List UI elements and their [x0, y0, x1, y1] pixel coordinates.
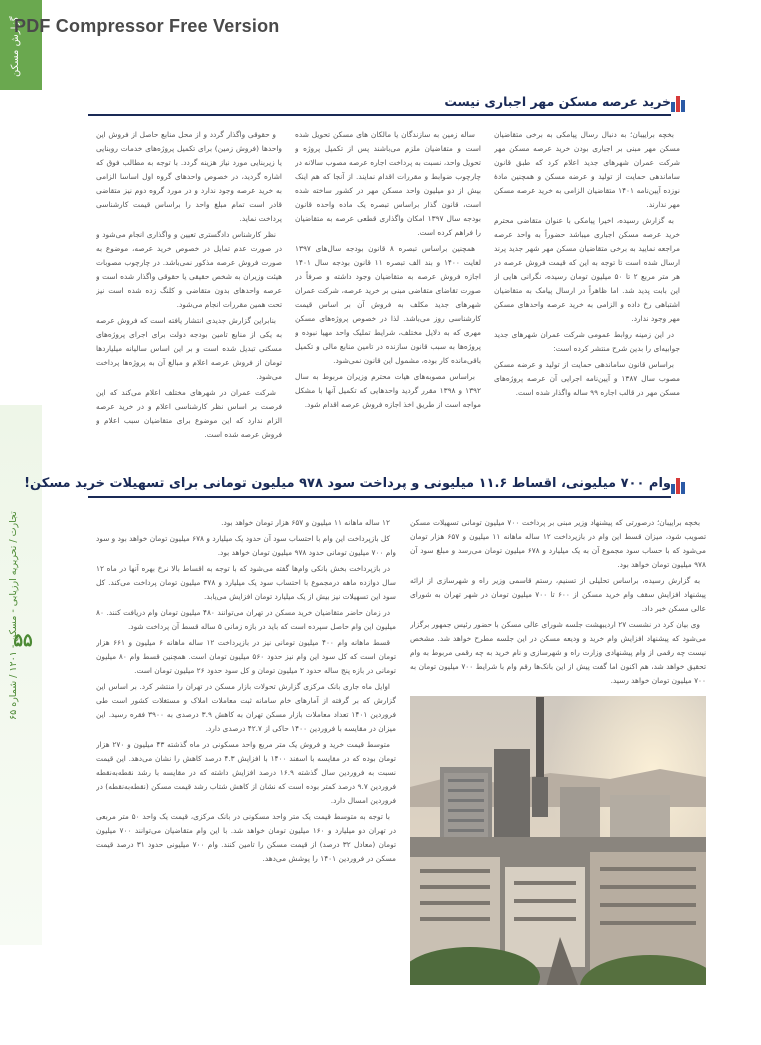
paragraph: در بازپرداخت بخش بانکی وام‌ها گفته می‌شود که با توجه به اقساط بالا نرخ بهره آنها در ماه ۱۲ سال دوازده ماهه درمجموع با احتساب سود یک میلیارد و ۳۷۸ میلیون تومان پرداخت می‌کند. کل سود این تسهیلات نیز بیش از یک میلیارد تومان افزایش می‌یابد. [96, 564, 396, 601]
paragraph: وی بیان کرد در نشست ۲۷ اردیبهشت جلسه شورای عالی مسکن با حضور رئیس جمهور برگزار می‌شود که پیشنهاد افزایش وام خرید و ودیعه مسکن در این جلسه مطرح خواهد شد. مشخص نیست چه رقمی از وام پیشنهادی وزارت راه و شهرسازی و نام خرید به چه رقمی مربوط به وام تحقیق خواهد شد، هم اکنون اما گفت پیش از این بانک‌ها رقم وام با شرایط ۷۰۰ میلیون تومان به ۷۰۰ میلیون تومان خواهد رسید. [410, 620, 706, 685]
paragraph: قسط ماهانه وام ۴۰۰ میلیون تومانی نیز در بازپرداخت ۱۲ ساله ماهانه ۶ میلیون و ۶۶۱ هزار تومان است که کل سود این وام نیز حدود ۵۶۰ میلیون تومان است. همچنین قسط وام ۸۰ میلیون تومانی در بازه پنج ساله حدود ۲ میلیون تومان و کل سود حدود ۲۶ میلیون تومان است. [96, 638, 396, 675]
paragraph: به گزارش رسیده، اخیرا پیامکی با عنوان متقاضی محترم خرید عرصه مسکن اجباری میباشد حضوراً به واحد عرصه مراجعه نمایید به برخی متقاضیان مسکن مهر شهر جدید پرند ارسال شده است تا توجه به این که قیمت فروش عرصه در هر متر مربع ۲ تا ۵۰ میلیون تومان رسیده، نگرانی هایی از این بابت پدید شد. اما ظاهراً در ارسال پیامک به متقاضیان اشتباهی رخ داده و الزامی به خرید عرصه واحدهای مسکن مهر وجود ندارد. [494, 216, 680, 323]
side-issue-label: تجارت / تحریریه ارزیابی - مسکن - ۱۲۰۱ / شماره ۶۵ [8, 511, 19, 720]
article-column [410, 516, 706, 690]
paragraph: در زمان حاضر متقاضیان خرید مسکن در تهران می‌توانند ۴۸۰ میلیون تومان وام دریافت کنند. ۸۰ میلیون این وام حاصل سپرده است که باید در بازه زمانی ۵ ساله قسط آن پرداخت شود. [96, 608, 396, 631]
article-title: خرید عرصه مسکن مهر اجباری نیست [444, 94, 671, 109]
article-column [96, 516, 396, 964]
article-column [494, 128, 680, 468]
headline-rule [88, 496, 671, 498]
article-column [96, 128, 282, 468]
paragraph: بخچه براییبان؛ درصورتی که پیشنهاد وزیر مبنی بر پرداخت ۷۰۰ میلیون تومانی تسهیلات مسکن تصویب شود، میزان قسط این وام در بازپرداخت ۱۲ ساله ماهانه ۱۱ میلیون و ۶۵۷ هزار تومان می‌شود که با حساب سود مجموع آن به یک میلیارد و ۶۷۸ میلیون تومان می‌رسد و مبلغ سود آن ۹۷۸ میلیون تومان خواهد بود. [410, 518, 706, 569]
paragraph: متوسط قیمت خرید و فروش یک متر مربع واحد مسکونی در ماه گذشته ۴۳ میلیون و ۲۷۰ هزار تومان بوده که در مقایسه با اسفند ۱۴۰۰ با افزایش ۴.۳ درصد کاهش را نشان می‌دهد. این قیمت نسبت به فروردین سال گذشته ۱۶.۹ درصد افزایش داشته که در مقایسه با رشد نقطه‌به‌نقطه فروردین ۹.۷ درصد کمتر بوده است که نشان از کاهش شتاب رشد قیمت مسکن (نقطه‌به‌نقطه) در فروردین امسال دارد. [96, 740, 396, 805]
paragraph: در این زمینه روابط عمومی شرکت عمران شهرهای جدید جوابیه‌ای را بدین شرح منتشر کرده است: [494, 330, 680, 353]
paragraph: به گزارش رسیده، براساس تحلیلی از تسنیم، رستم قاسمی وزیر راه و شهرسازی از ارائه پیشنهاد افزایش سقف وام خرید مسکن از ۶۰۰ تا ۷۰۰ میلیون تومان در شهر تهران به شورای عالی مسکن خبر داد. [410, 576, 706, 613]
bar-chart-icon [671, 94, 691, 112]
page-number: ۵۵ [13, 630, 33, 650]
paragraph: ۱۲ ساله ماهانه ۱۱ میلیون و ۶۵۷ هزار تومان خواهد بود. [221, 518, 390, 527]
paragraph: اوایل ماه جاری بانک مرکزی گزارش تحولات بازار مسکن در تهران را منتشر کرد. بر اساس این گزارش که بر گرفته از آمارهای خام سامانه ثبت معاملات املاک و مستغلات کشور است طی فروردین ۱۴۰۱ تعداد معاملات بازار مسکن تهران به کاهش ۳.۹ درصدی به ۳۹۰۰ فقره رسید. این میزان در مقایسه با فروردین ۱۴۰۰ حاکی از ۴۲.۷ درصدی دارد. [96, 682, 396, 733]
paragraph: شرکت عمران در شهرهای مختلف اعلام می‌کند که این فرصت بر اساس نظر کارشناسی اعلام و در خرید عرصه الزام ندارد که این موضوع برای متقاضیان سبب اعلام و فروش عرصه شده است. [96, 388, 282, 439]
paragraph: بنابراین گزارش جدیدی انتشار یافته است که فروش عرصه به یکی از منابع تامین بودجه دولت برای اجرای پروژه‌های مسکنی تبدیل شده است و بر این اساس سالیانه میلیاردها تومان از فروش عرصه اعلام و مبالغ آن به پروژه‌ها پرداخت می‌شود. [96, 316, 282, 381]
paragraph: براساس مصوبه‌های هیات محترم وزیران مربوط به سال ۱۳۹۲ و ۱۳۹۸ مقرر گردید واحدهایی که تکمیل آنها با مشکل مواجه است از طریق اخذ اجازه فروش عرصه اقدام شود. [295, 372, 481, 409]
article-title: وام ۷۰۰ میلیونی، اقساط ۱۱.۶ میلیونی و پرداخت سود ۹۷۸ میلیون تومانی برای تسهیلات خرید مسکن! [24, 476, 671, 491]
paragraph: بخچه براییبان؛ به دنبال رسال پیامکی به برخی متقاضیان مسکن مهر مبنی بر اجباری بودن خرید عرصه مسکن مهر شرکت عمران شهرهای جدید اعلام کرد که طبق قانون ساماندهی حمایت از تولید و عرضه مسکن و همچنین مادهٔ نوزده آیین‌نامه ۱۴۰۱ متقاضیان الزامی به خرید عرصه مسکن مهر ندارند. [494, 130, 680, 209]
city-skyline-photo [410, 696, 706, 985]
paragraph: براساس قانون ساماندهی حمایت از تولید و عرضه مسکن مصوب سال ۱۳۸۷ و آیین‌نامه اجرایی آن عرصه پروژه‌های مسکن مهر در قالب اجاره ۹۹ ساله واگذار شده است. [494, 360, 680, 397]
section-tab [0, 0, 42, 90]
article-column [295, 128, 481, 468]
section-label: گزارش مسکن [10, 16, 21, 78]
paragraph: همچنین براساس تبصره ۸ قانون بودجه سال‌های ۱۳۹۷ لغایت ۱۴۰۰ و بند الف تبصره ۱۱ قانون بودجه سال ۱۴۰۱ اجازه فروش عرصه به متقاضیان وجود داشته و صرفاً در صورت تقاضای متقاضی مبنی بر خرید عرصه، شرکت عمران شهرهای جدید مکلف به فروش آن بر اساس قیمت کارشناسی روز می‌باشد. لذا در خصوص پروژه‌های مسکن مهری که به دلایل مختلف، شرایط تملیک واحد مهیا نبوده و پروژه‌ها به سبب قانون سازنده در تامین منابع مالی و تکمیل باقی‌مانده کار بوده، مشمول این قانون نمی‌شود. [295, 244, 481, 365]
paragraph: با توجه به متوسط قیمت یک متر واحد مسکونی در بانک مرکزی، قیمت یک واحد ۵۰ متر مربعی در تهران دو میلیارد و ۱۶۰ میلیون تومان خواهد شد. با این وام متقاضیان می‌توانند ۷۰۰ میلیون تومان (معادل ۳۲ درصد) از قیمت مسکن را تامین کنند. وام ۷۰۰ میلیونی حدود ۳۱ درصد قیمت مسکن در فروردین ۱۴۰۱ را پوشش می‌دهد. [96, 812, 396, 863]
watermark-text: PDF Compressor Free Version [14, 16, 280, 36]
paragraph: کل بازپرداخت این وام با احتساب سود آن حدود یک میلیارد و ۶۷۸ میلیون تومان خواهد بود و سود وام ۷۰۰ میلیون تومانی حدود ۹۷۸ میلیون تومان خواهد بود. [96, 534, 396, 557]
paragraph: و حقوقی واگذار گردد و از محل منابع حاصل از فروش این واحدها (فروش زمین) برای تکمیل پروژه‌های خدمات روبنایی یا زیربنایی مورد نیاز هزینه گردد. با توجه به مطالب فوق که اشاره گردید، در خصوص واحدهای گروه اول اساسا الزامی به خرید عرصه وجود ندارد و در مورد گروه دوم نیز متقاضی قادر است تمام مبلغ واحد را براساس قیمت کارشناسی پرداخت نماید. [96, 130, 282, 223]
bar-chart-icon [671, 476, 691, 494]
headline-rule [88, 114, 671, 116]
paragraph: ساله زمین به سازندگان یا مالکان های مسکن تحویل شده است و متقاضیان ملزم می‌باشند پس از تکمیل پروژه و تحویل واحد، نسبت به پرداخت اجاره عرصه مصوب سالانه در چارچوب ضوابط و مقررات اقدام نمایند. از آنجا که هم اینک بیش از دو میلیون واحد مسکن مهر در کشور ساخته شده است، قانون گذار براساس تبصره یک ماده واحده قانون بودجه سال ۱۳۹۷ امکان واگذاری قطعی عرصه به متقاضیان را فراهم کرده است. [295, 130, 481, 237]
paragraph: نظر کارشناس دادگستری تعیین و واگذاری انجام می‌شود و در صورت عدم تمایل در خصوص خرید عرصه، موضوع به صورت فروش عرصه مذکور نمی‌باشد. در چارچوب مصوبات هیئت وزیران به شخص حقیقی یا حقوقی واگذار شده است و عرصه واحدهای بدون متقاضی و کلنگ زده شده است نیز تحت همین مقررات انجام می‌شود. [96, 230, 282, 309]
